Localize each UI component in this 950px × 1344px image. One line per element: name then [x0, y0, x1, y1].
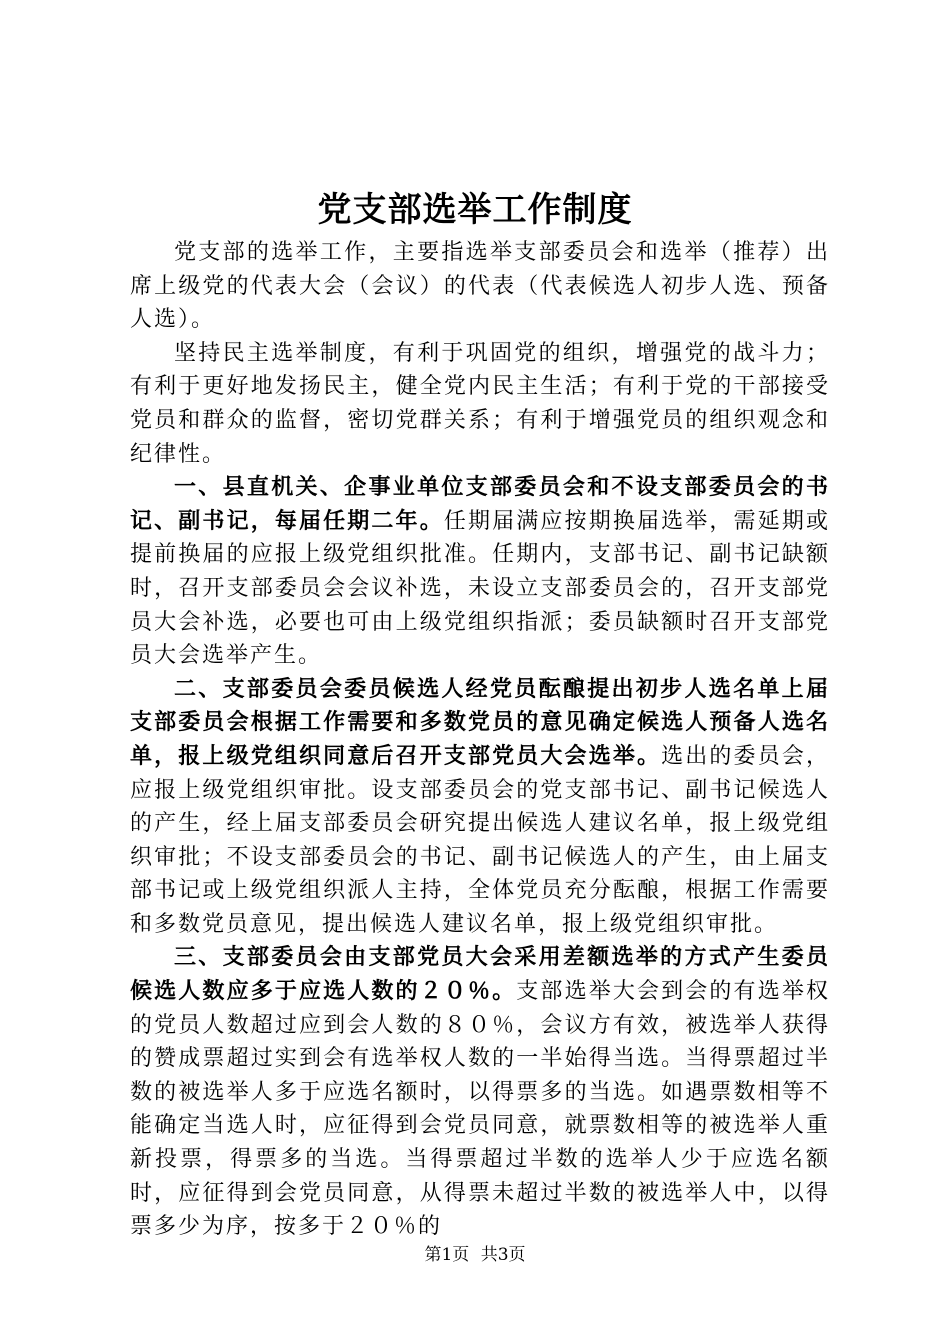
paragraph-lead: 一、县直机关、企事业单位支部委员会和不设支部委员会的书记、副书记，每届任期二年。: [130, 474, 830, 534]
paragraph-text: 党支部的选举工作，主要指选举支部委员会和选举（推荐）出席上级党的代表大会（会议）的代表（代表候选人初步人选、预备人选）。: [130, 240, 830, 333]
paragraph-lead: 二、支部委员会委员候选人经党员酝酿提出初步人选名单上届支部委员会根据工作需要和多数党员的意见确定候选人预备人选名单，报上级党组织同意后召开支部党员大会选举。: [130, 675, 830, 769]
paragraph: [130, 337, 830, 471]
paragraph: [130, 236, 830, 337]
page-number: 第1页: [424, 1245, 470, 1265]
paragraph-text: 任期届满应按期换届选举，需延期或提前换届的应报上级党组织批准。任期内，支部书记、副书记缺额时，召开支部委员会会议补选，未设立支部委员会的，召开支部党员大会补选，必要也可由上级党组织指派；委员缺额时召开支部党员大会选举产生。: [130, 508, 830, 669]
paragraph-text: 支部选举大会到会的有选举权的党员人数超过应到会人数的８０％，会议方有效，被选举人获得的赞成票超过实到会有选举权人数的一半始得当选。当得票超过半数的被选举人多于应选名额时，以得票多的当选。如遇票数相等不能确定当选人时，应征得到会党员同意，就票数相等的被选举人重新投票，得票多的当选。当得票超过半数的选举人少于应选名额时，应征得到会党员同意，从得票未超过半数的被选举人中，以得票多少为序，按多于２０％的: [130, 979, 830, 1240]
page-footer: [0, 1244, 950, 1266]
document-title: 党支部选举工作制度: [317, 190, 633, 230]
paragraph-text: 坚持民主选举制度，有利于巩固党的组织，增强党的战斗力；有利于更好地发扬民主，健全党内民主生活；有利于党的干部接受党员和群众的监督，密切党群关系；有利于增强党员的组织观念和纪律性。: [130, 340, 830, 467]
page-total: 共3页: [480, 1245, 526, 1265]
paragraph-text: 选出的委员会，应报上级党组织审批。设支部委员会的党支部书记、副书记候选人的产生，经上届支部委员会研究提出候选人建议名单，报上级党组织审批；不设支部委员会的书记、副书记候选人的产生，由上届支部书记或上级党组织派人主持，全体党员充分酝酿，根据工作需要和多数党员意见，提出候选人建议名单，报上级党组织审批。: [130, 743, 830, 937]
paragraph-lead: 三、支部委员会由支部党员大会采用差额选举的方式产生委员候选人数应多于应选人数的２０％。: [130, 944, 830, 1005]
paragraph: [130, 941, 830, 1243]
paragraph: [130, 673, 830, 942]
document-body: [130, 236, 830, 1244]
paragraph: [130, 471, 830, 673]
